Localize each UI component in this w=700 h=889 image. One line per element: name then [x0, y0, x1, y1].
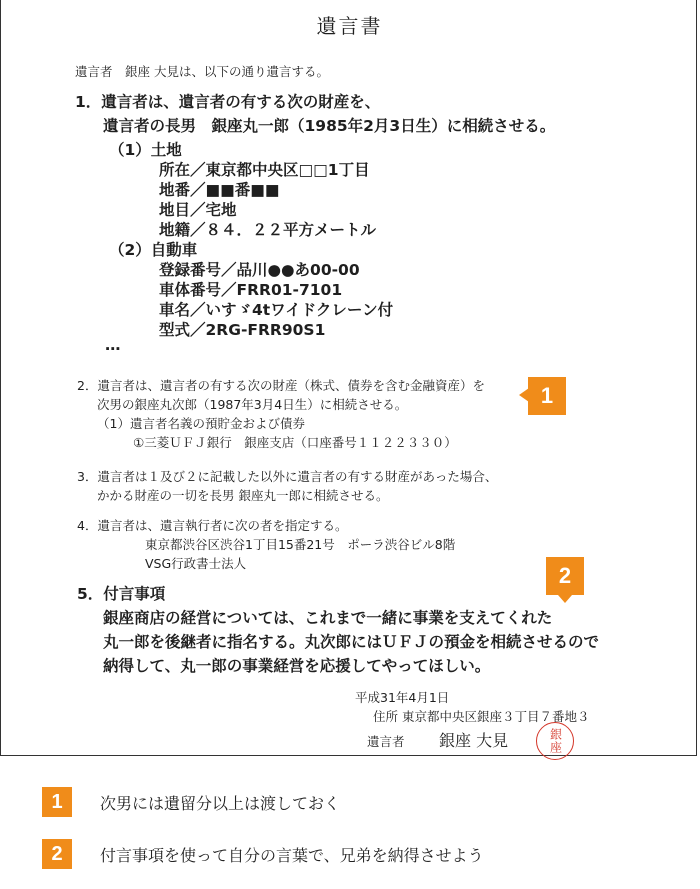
clause2-line4: ①三菱ＵＦＪ銀行 銀座支店（口座番号１１２２３３０）: [133, 435, 457, 450]
land-heading: （1）土地: [109, 141, 182, 159]
signer-label: 遺言者: [367, 734, 405, 749]
land-lot-number: 地番／■■番■■: [159, 181, 280, 199]
vehicle-chassis: 車体番号／FRR01-7101: [159, 281, 343, 299]
clause4-line3: VSG行政書士法人: [145, 556, 247, 571]
clause5-line2: 丸一郎を後継者に指名する。丸次郎にはＵＦＪの預金を相続させるので: [103, 633, 600, 651]
clause2-line2: 次男の銀座丸次郎（1987年3月4日生）に相続させる。: [97, 397, 408, 412]
personal-seal-stamp: 銀座: [536, 722, 574, 760]
vehicle-registration: 登録番号／品川●●あ00-00: [159, 261, 360, 279]
signer-name: 銀座 大見: [439, 731, 509, 750]
land-area: 地籍／８４．２２平方メートル: [159, 221, 377, 239]
clause3-line1: 3．遺言者は１及び２に記載した以外に遺言者の有する財産があった場合、: [77, 469, 498, 484]
clause2-line3: （1）遺言者名義の預貯金および債券: [97, 416, 305, 431]
legend-text-1: 次男には遺留分以上は渡しておく: [100, 794, 341, 813]
intro-text: 遺言者 銀座 大見は、以下の通り遺言する。: [75, 64, 329, 79]
clause4-line1: 4．遺言者は、遺言執行者に次の者を指定する。: [77, 518, 348, 533]
legend-badge-1: 1: [42, 787, 72, 817]
signature-address: 住所 東京都中央区銀座３丁目７番地３: [373, 709, 590, 724]
clause5-line1: 銀座商店の経営については、これまで一緒に事業を支えてくれた: [103, 609, 553, 627]
vehicle-model-type: 型式／2RG-FRR90S1: [159, 321, 326, 339]
clause1-heading: 1．遺言者は、遺言者の有する次の財産を、: [75, 93, 381, 111]
annotation-badge-2: 2: [546, 557, 584, 595]
badge2-pointer: [558, 595, 572, 603]
signature-date: 平成31年4月1日: [355, 690, 450, 705]
vehicle-heading: （2）自動車: [109, 241, 198, 259]
legend-text-2: 付言事項を使って自分の言葉で、兄弟を納得させよう: [100, 846, 484, 865]
clause4-line2: 東京都渋谷区渋谷1丁目15番21号 ポーラ渋谷ビル8階: [145, 537, 456, 552]
clause1-ellipsis: …: [105, 336, 121, 354]
land-category: 地目／宅地: [159, 201, 237, 219]
clause5-heading: 5．付言事項: [77, 585, 166, 603]
vehicle-model-name: 車名／いすゞ4tワイドクレーン付: [159, 301, 394, 319]
clause2-line1: 2．遺言者は、遺言者の有する次の財産（株式、債券を含む金融資産）を: [77, 378, 485, 393]
legend-badge-2: 2: [42, 839, 72, 869]
land-location: 所在／東京都中央区□□1丁目: [159, 161, 370, 179]
annotation-badge-1: 1: [528, 377, 566, 415]
clause3-line2: かかる財産の一切を長男 銀座丸一郎に相続させる。: [97, 488, 389, 503]
clause5-line3: 納得して、丸一郎の事業経営を応援してやってほしい。: [103, 657, 491, 675]
clause1-heir: 遺言者の長男 銀座丸一郎（1985年2月3日生）に相続させる。: [103, 117, 556, 135]
document-title: 遺言書: [316, 14, 383, 38]
